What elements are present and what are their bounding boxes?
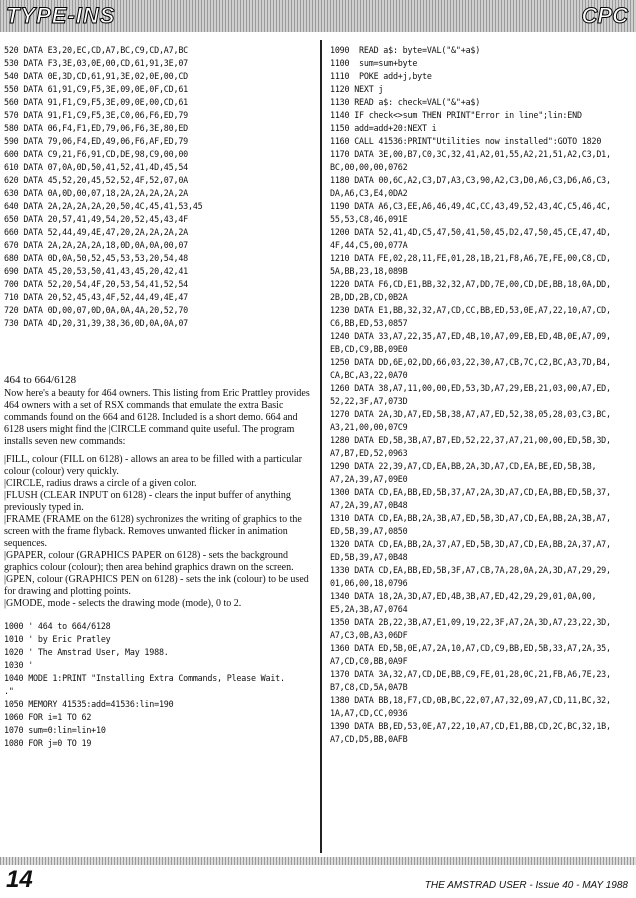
code-line: EB,CD,C9,BB,09E0 [330,344,408,354]
code-line: 630 DATA 0A,0D,00,07,18,2A,2A,2A,2A,2A [4,188,189,198]
code-line: 710 DATA 20,52,45,43,4F,52,44,49,4E,47 [4,292,189,302]
code-line: 720 DATA 0D,00,07,0D,0A,0A,4A,20,52,70 [4,305,189,315]
code-line: 1100 sum=sum+byte [330,58,418,68]
code-line: 730 DATA 4D,20,31,39,38,36,0D,0A,0A,07 [4,318,189,328]
code-line: 1240 DATA 33,A7,22,35,A7,ED,4B,10,A7,09,EB,ED,4B,0E,A7,09, [330,331,611,341]
code-line: 640 DATA 2A,2A,2A,2A,20,50,4C,45,41,53,45 [4,201,203,211]
command-description: |FLUSH (CLEAR INPUT on 6128) - clears the input buffer of anything previously typed in. [4,490,291,513]
code-line: 1080 FOR j=0 TO 19 [4,738,92,748]
command-description: |FILL, colour (FILL on 6128) - allows an area to be filled with a particular colour (colour) very quickly. [4,454,302,477]
code-line: 590 DATA 79,06,F4,ED,49,06,F6,AF,ED,79 [4,136,189,146]
code-line: 1000 ' 464 to 664/6128 [4,621,111,631]
right-column [330,44,632,746]
code-line: 1050 MEMORY 41535:add=41536:lin=190 [4,699,174,709]
code-line: 1150 add=add+20:NEXT i [330,123,437,133]
code-line: 1060 FOR i=1 TO 62 [4,712,92,722]
page-number: 14 [6,866,33,893]
code-line: 530 DATA F3,3E,03,0E,00,CD,61,91,3E,07 [4,58,189,68]
section-title: TYPE-INS [6,3,116,28]
code-line: 550 DATA 61,91,C9,F5,3E,09,0E,0F,CD,61 [4,84,189,94]
code-line: 1140 IF check<>sum THEN PRINT"Error in line";lin:END [330,110,582,120]
footer-band [0,857,636,865]
code-line: 520 DATA E3,20,EC,CD,A7,BC,C9,CD,A7,BC [4,45,189,55]
code-line: ED,5B,39,A7,0B48 [330,552,408,562]
code-line: 1310 DATA CD,EA,BB,2A,3B,A7,ED,5B,3D,A7,CD,EA,BB,2A,3B,A7, [330,513,611,523]
command-description: |FRAME (FRAME on the 6128) sychronizes the writing of graphics to the screen with the frame flyback. Removes unwanted flicker in animation sequences. [4,514,302,549]
code-line: A3,21,00,00,07C9 [330,422,408,432]
code-line: 1160 CALL 41536:PRINT"Utilities now installed":GOTO 1820 [330,136,602,146]
code-line: ." [4,686,14,696]
command-description: |GPAPER, colour (GRAPHICS PAPER on 6128) - sets the background graphics colour (colour); then area behind graphics drawn on the screen. [4,550,294,573]
code-line: 660 DATA 52,44,49,4E,47,20,2A,2A,2A,2A [4,227,189,237]
code-listing-right [330,44,632,746]
code-line: 1340 DATA 18,2A,3D,A7,ED,4B,3B,A7,ED,42,29,29,01,0A,00, [330,591,597,601]
code-line: 1370 DATA 3A,32,A7,CD,DE,BB,C9,FE,01,28,0C,21,FB,A6,7E,23, [330,669,611,679]
code-line: 1260 DATA 38,A7,11,00,00,ED,53,3D,A7,29,EB,21,03,00,A7,ED, [330,383,611,393]
code-line: 570 DATA 91,F1,C9,F5,3E,C0,06,F6,ED,79 [4,110,189,120]
code-line: 700 DATA 52,20,54,4F,20,53,54,41,52,54 [4,279,189,289]
code-line: 650 DATA 20,57,41,49,54,20,52,45,43,4F [4,214,189,224]
code-line: 670 DATA 2A,2A,2A,2A,18,0D,0A,0A,00,07 [4,240,189,250]
code-line: 1390 DATA BB,ED,53,0E,A7,22,10,A7,CD,E1,BB,CD,2C,BC,32,1B, [330,721,611,731]
code-line: A7,CD,C0,BB,0A9F [330,656,408,666]
code-line: 01,06,00,18,0796 [330,578,408,588]
code-line: E5,2A,3B,A7,0764 [330,604,408,614]
code-line: B7,C8,CD,5A,0A7B [330,682,408,692]
command-description: |CIRCLE, radius draws a circle of a given color. [4,478,197,489]
code-line: 1190 DATA A6,C3,EE,A6,46,49,4C,CC,43,49,52,43,4C,C5,46,4C, [330,201,611,211]
code-line: 1230 DATA E1,BB,32,32,A7,CD,CC,BB,ED,53,0E,A7,22,10,A7,CD, [330,305,611,315]
code-line: A7,CD,D5,BB,0AFB [330,734,408,744]
code-line: ED,5B,39,A7,0850 [330,526,408,536]
code-line: 1210 DATA FE,02,28,11,FE,01,28,1B,21,F8,A6,7E,FE,00,C8,CD, [330,253,611,263]
code-line: 1180 DATA 00,6C,A2,C3,D7,A3,C3,90,A2,C3,D0,A6,C3,D6,A6,C3, [330,175,611,185]
code-listing-top [4,44,314,330]
code-line: 1030 ' [4,660,34,670]
column-divider [320,40,322,853]
code-line: 5A,BB,23,18,089B [330,266,408,276]
code-line: DA,A6,C3,E4,0DA2 [330,188,408,198]
code-line: 1300 DATA CD,EA,BB,ED,5B,37,A7,2A,3D,A7,CD,EA,BB,ED,5B,37, [330,487,611,497]
code-line: 1350 DATA 2B,22,3B,A7,E1,09,19,22,3F,A7,2A,3D,A7,23,22,3D, [330,617,611,627]
code-line: 1360 DATA ED,5B,0E,A7,2A,10,A7,CD,C9,BB,ED,5B,33,A7,2A,35, [330,643,611,653]
code-line: 1330 DATA CD,EA,BB,ED,5B,3F,A7,CB,7A,28,0A,2A,3D,A7,29,29, [330,565,611,575]
code-line: 1220 DATA F6,CD,E1,BB,32,32,A7,DD,7E,00,CD,DE,BB,18,0A,DD, [330,279,611,289]
code-line: 1A,A7,CD,CC,0936 [330,708,408,718]
code-line: 600 DATA C9,21,F6,91,CD,DE,98,C9,00,00 [4,149,189,159]
code-line: 1020 ' The Amstrad User, May 1988. [4,647,169,657]
code-line: 620 DATA 45,52,20,45,52,52,4F,52,07,0A [4,175,189,185]
article-title: 464 to 664/6128 [4,374,77,386]
code-line: 1290 DATA 22,39,A7,CD,EA,BB,2A,3D,A7,CD,EA,BE,ED,5B,3B, [330,461,597,471]
code-line: 1250 DATA DD,6E,02,DD,66,03,22,30,A7,CB,7C,C2,BC,A3,7D,B4, [330,357,611,367]
code-line: 1200 DATA 52,41,4D,C5,47,50,41,50,45,D2,47,50,45,CE,47,4D, [330,227,611,237]
code-line: 1070 sum=0:lin=lin+10 [4,725,106,735]
code-line: 2B,DD,2B,CD,0B2A [330,292,408,302]
code-line: 1280 DATA ED,5B,3B,A7,B7,ED,52,22,37,A7,21,00,00,ED,5B,3D, [330,435,611,445]
code-line: 1380 DATA BB,18,F7,CD,0B,BC,22,07,A7,32,09,A7,CD,11,BC,32, [330,695,611,705]
code-line: 680 DATA 0D,0A,50,52,45,53,53,20,54,48 [4,253,189,263]
code-line: 1130 READ a$: check=VAL("&"+a$) [330,97,481,107]
code-line: A7,2A,39,A7,0B48 [330,500,408,510]
code-line: 610 DATA 07,0A,0D,50,41,52,41,4D,45,54 [4,162,189,172]
command-description: |GMODE, mode - selects the drawing mode (mode), 0 to 2. [4,598,242,609]
article-intro: Now here's a beauty for 464 owners. This listing from Eric Prattley provides 464 owners with a set of RSX commands that emulate the extra Basic commands found on the 664 and 6128. Included is a short demo. 664 and 6128 users might find the |CIRCLE command quite useful. The program installs seven new commands: [4,388,310,447]
code-line: A7,B7,ED,52,0963 [330,448,408,458]
code-line: 1110 POKE add+j,byte [330,71,432,81]
code-line: 1090 READ a$: byte=VAL("&"+a$) [330,45,481,55]
code-line: 55,53,C8,46,091E [330,214,408,224]
code-line: 1010 ' by Eric Pratley [4,634,111,644]
code-line: 1040 MODE 1:PRINT "Installing Extra Commands, Please Wait. [4,673,285,683]
page-header-band [0,0,636,32]
code-line: 1170 DATA 3E,00,B7,C0,3C,32,41,A2,01,55,A2,21,51,A2,C3,D1, [330,149,611,159]
code-line: BC,00,00,00,0762 [330,162,408,172]
code-line: C6,BB,ED,53,0857 [330,318,408,328]
code-line: A7,C3,0B,A3,06DF [330,630,408,640]
command-list [4,454,314,610]
code-line: 52,22,3F,A7,073D [330,396,408,406]
code-line: 690 DATA 45,20,53,50,41,43,45,20,42,41 [4,266,189,276]
code-line: 1120 NEXT j [330,84,384,94]
footer-credit: THE AMSTRAD USER - Issue 40 - MAY 1988 [424,880,628,891]
command-description: |GPEN, colour (GRAPHICS PEN on 6128) - sets the ink (colour) to be used for drawing and plotting points. [4,574,309,597]
left-column [4,44,314,750]
code-line: 1320 DATA CD,EA,BB,2A,37,A7,ED,5B,3D,A7,CD,EA,BB,2A,37,A7, [330,539,611,549]
code-line: 4F,44,C5,00,077A [330,240,408,250]
code-line: 1270 DATA 2A,3D,A7,ED,5B,38,A7,A7,ED,52,38,05,28,03,C3,BC, [330,409,611,419]
code-line: 560 DATA 91,F1,C9,F5,3E,09,0E,00,CD,61 [4,97,189,107]
platform-label: CPC [581,3,628,28]
code-line: 580 DATA 06,F4,F1,ED,79,06,F6,3E,80,ED [4,123,189,133]
code-listing-bottom [4,620,314,750]
code-line: 540 DATA 0E,3D,CD,61,91,3E,02,0E,00,CD [4,71,189,81]
code-line: CA,BC,A3,22,0A70 [330,370,408,380]
code-line: A7,2A,39,A7,09E0 [330,474,408,484]
